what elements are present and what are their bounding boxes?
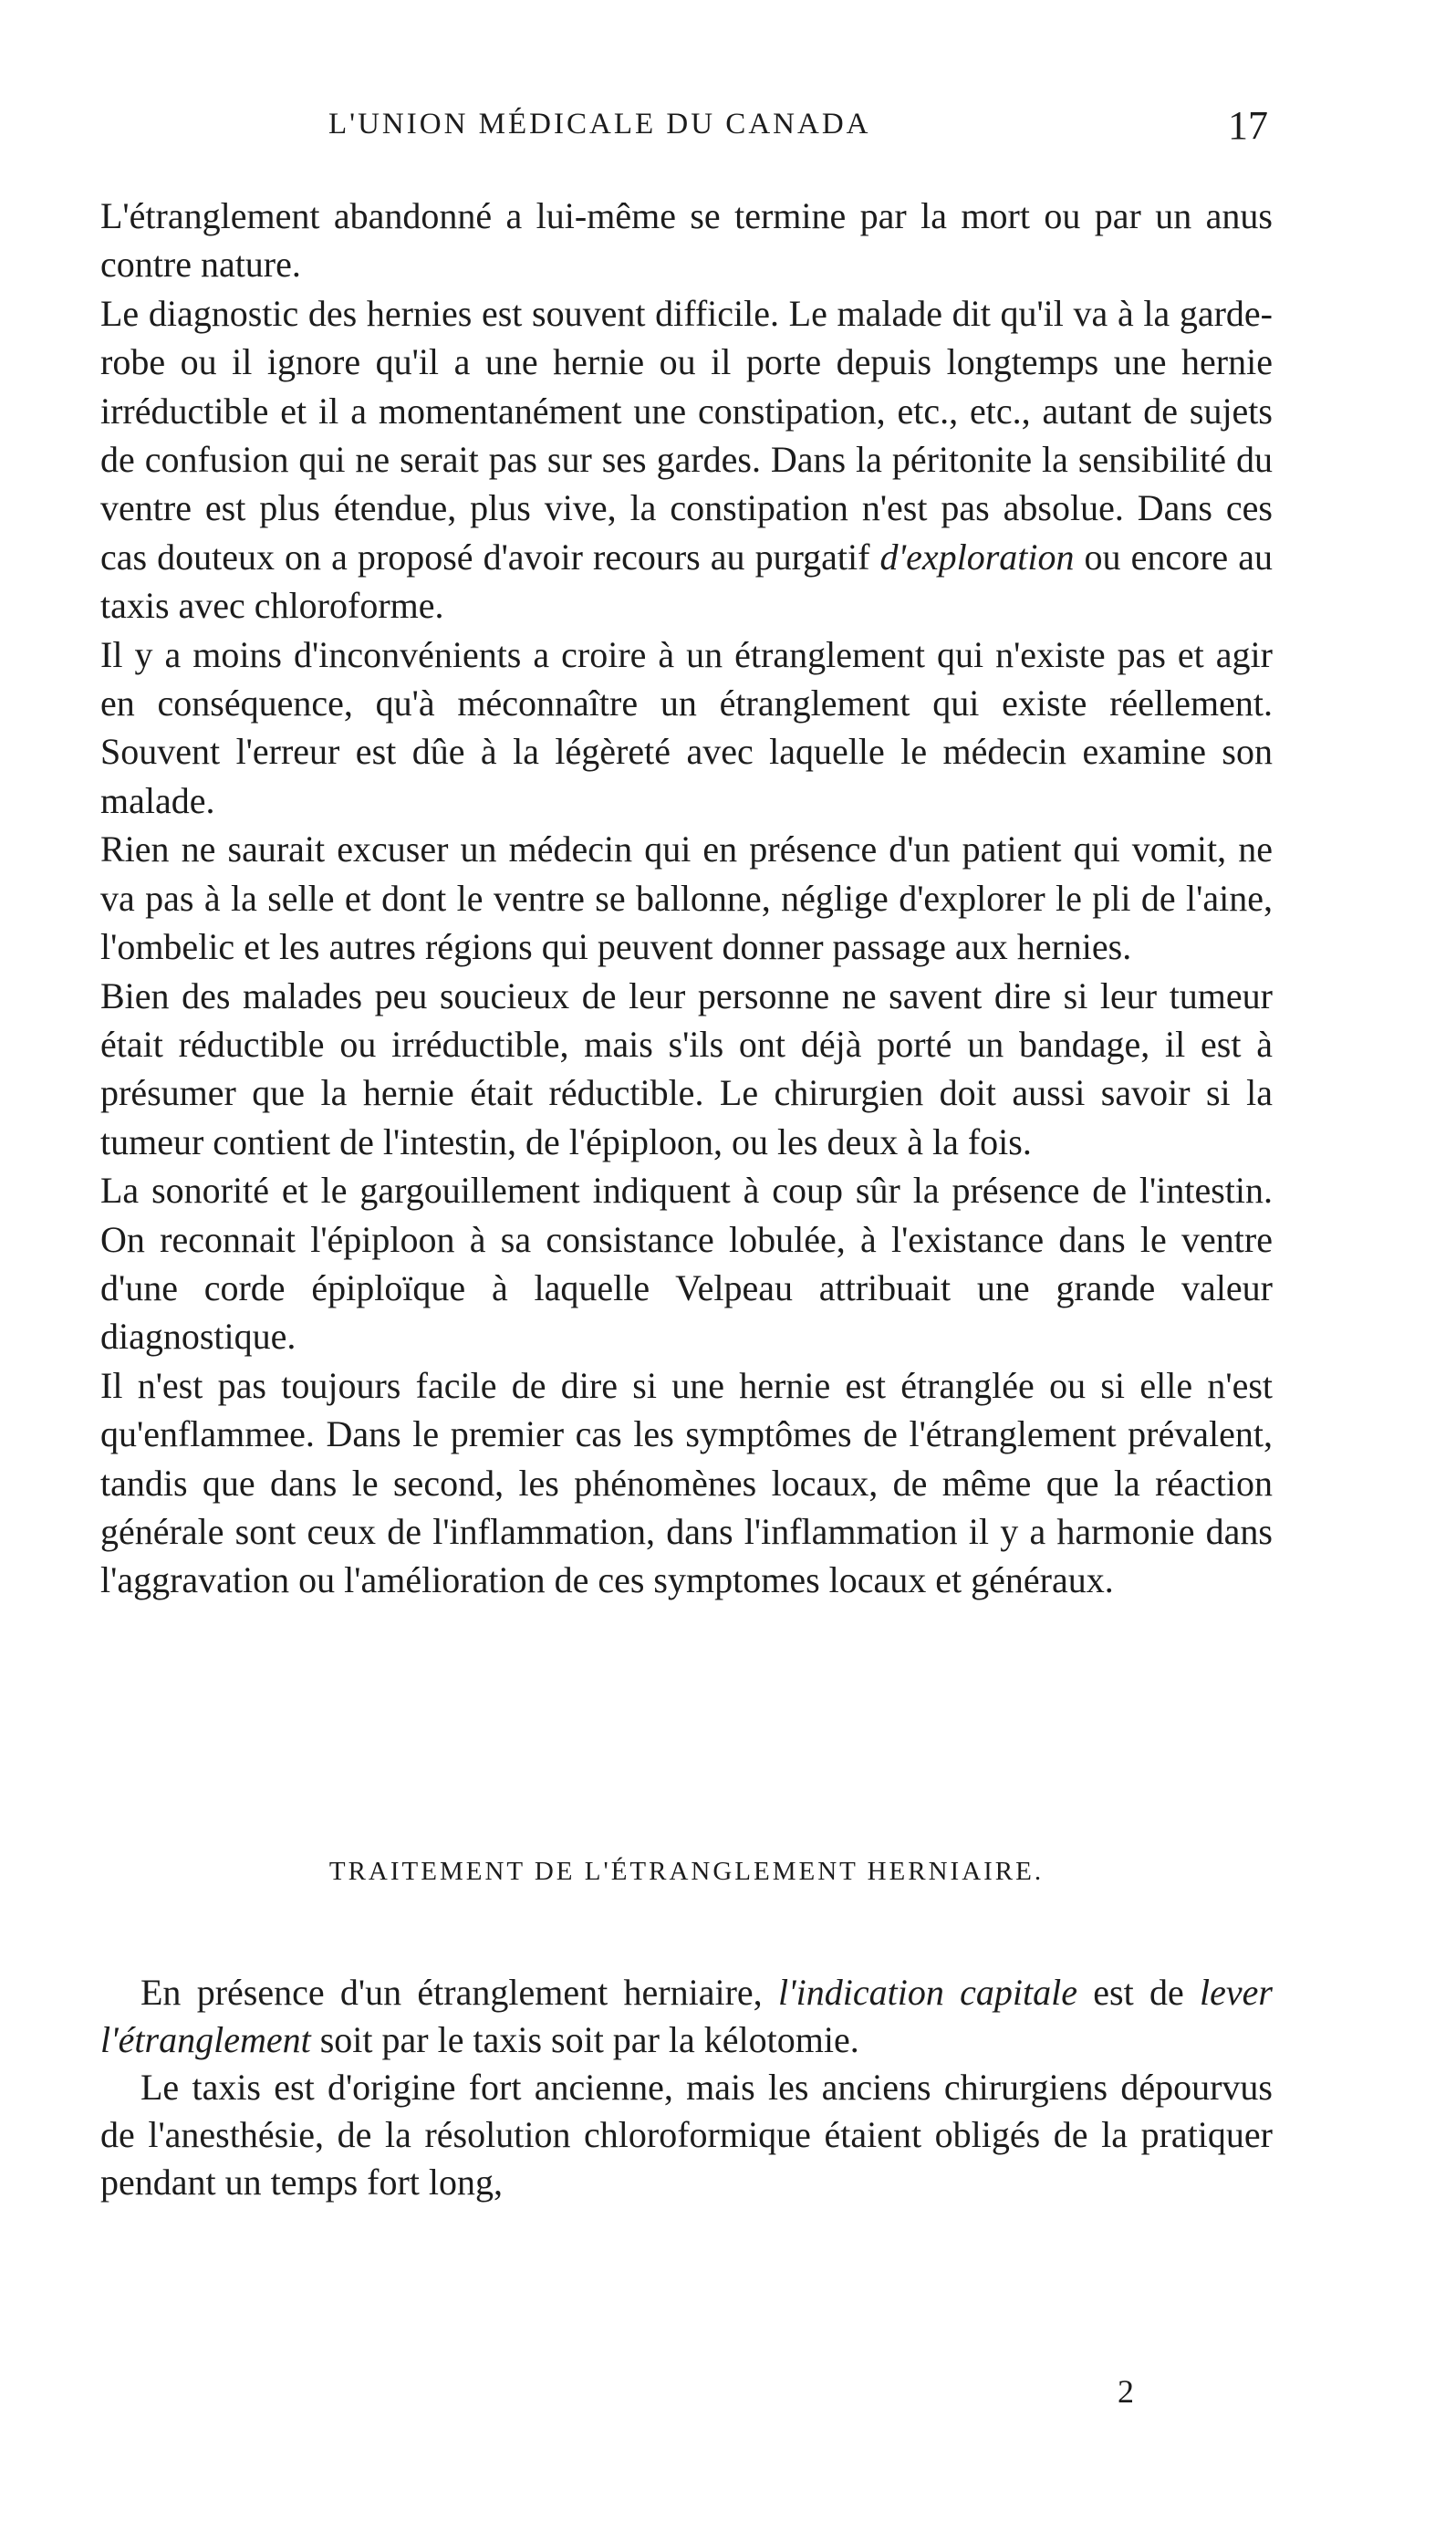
body-text [100,192,1273,1605]
paragraph-2-italic: d'exploration [879,536,1075,578]
paragraph-3: Il y a moins d'inconvénients a croire à un étranglement qui n'existe pas et agir en conséquence, qu'à méconnaître un étranglement qui existe réellement. Souvent l'erreur est dûe à la légèreté avec laquelle le médecin examine son malade. [100,633,1273,821]
paragraph-2-tail: ou encore au taxis avec chloroforme. [100,536,1273,627]
signature-mark: 2 [1118,2373,1134,2410]
section-paragraph-1-text-b: est de [1076,1972,1201,2013]
section-paragraph-1-italic-2: lever l'étranglement [100,1972,1273,2060]
section-paragraph-1-text-a: En présence d'un étranglement herniaire, [140,1972,778,2013]
paragraph-2-text: Le diagnostic des hernies est souvent difficile. Le malade dit qu'il va à la garde-robe ou il ignore qu'il a une hernie ou il porte depuis longtemps une hernie irréductible et il a momentanément une constipation, etc., etc., autant de sujets de confusion qui ne serait pas sur ses gardes. Dans la péritonite la sensibilité du ventre est plus étendue, plus vive, la constipation n'est pas absolue. Dans ces cas douteux on a proposé d'avoir recours au purgatif [100,292,1273,578]
page-number: 17 [1228,103,1268,148]
section-paragraph-1-text-c: soit par le taxis soit par la kélotomie. [310,2019,859,2060]
section-heading: TRAITEMENT DE L'ÉTRANGLEMENT HERNIAIRE. [328,1857,1045,1886]
section-body-text [100,1969,1273,2206]
paragraph-4: Rien ne saurait excuser un médecin qui en présence d'un patient qui vomit, ne va pas à la selle et dont le ventre se ballonne, néglige d'explorer le pli de l'aine, l'ombelic et les autres régions qui peuvent donner passage aux hernies. [100,828,1273,968]
paragraph-1: L'étranglement abandonné a lui-même se termine par la mort ou par un anus contre nature. [100,195,1273,286]
paragraph-2 [100,289,1273,630]
running-head [182,102,1277,157]
section-paragraph-2: Le taxis est d'origine fort ancienne, mais les anciens chirurgiens dépourvus de l'anesthésie, de la résolution chloroformique étaient obligés de la pratiquer pendant un temps fort long, [100,2067,1273,2203]
paragraph-5: Bien des malades peu soucieux de leur personne ne savent dire si leur tumeur était réductible ou irréductible, mais s'ils ont déjà porté un bandage, il est à présumer que la hernie était réductible. Le chirurgien doit aussi savoir si la tumeur contient de l'intestin, de l'épiploon, ou les deux à la fois. [100,974,1273,1162]
paragraph-6: La sonorité et le gargouillement indiquent à coup sûr la présence de l'intestin. On reconnait l'épiploon à sa consistance lobulée, à l'existance dans le ventre d'une corde épiploïque à laquelle Velpeau attribuait une grande valeur diagnostique. [100,1170,1273,1358]
paragraph-7: Il n'est pas toujours facile de dire si une hernie est étranglée ou si elle n'est qu'enflammee. Dans le premier cas les symptômes de l'étranglement prévalent, tandis que dans le second, les phénomènes locaux, de même que la réaction générale sont ceux de l'inflammation, dans l'inflammation il y a harmonie dans l'aggravation ou l'amélioration de ces symptomes locaux et généraux. [100,1364,1273,1601]
running-title: L'UNION MÉDICALE DU CANADA [328,108,871,141]
section-paragraph-1 [100,1969,1273,2064]
section-paragraph-1-italic-1: l'indication capitale [777,1972,1077,2013]
